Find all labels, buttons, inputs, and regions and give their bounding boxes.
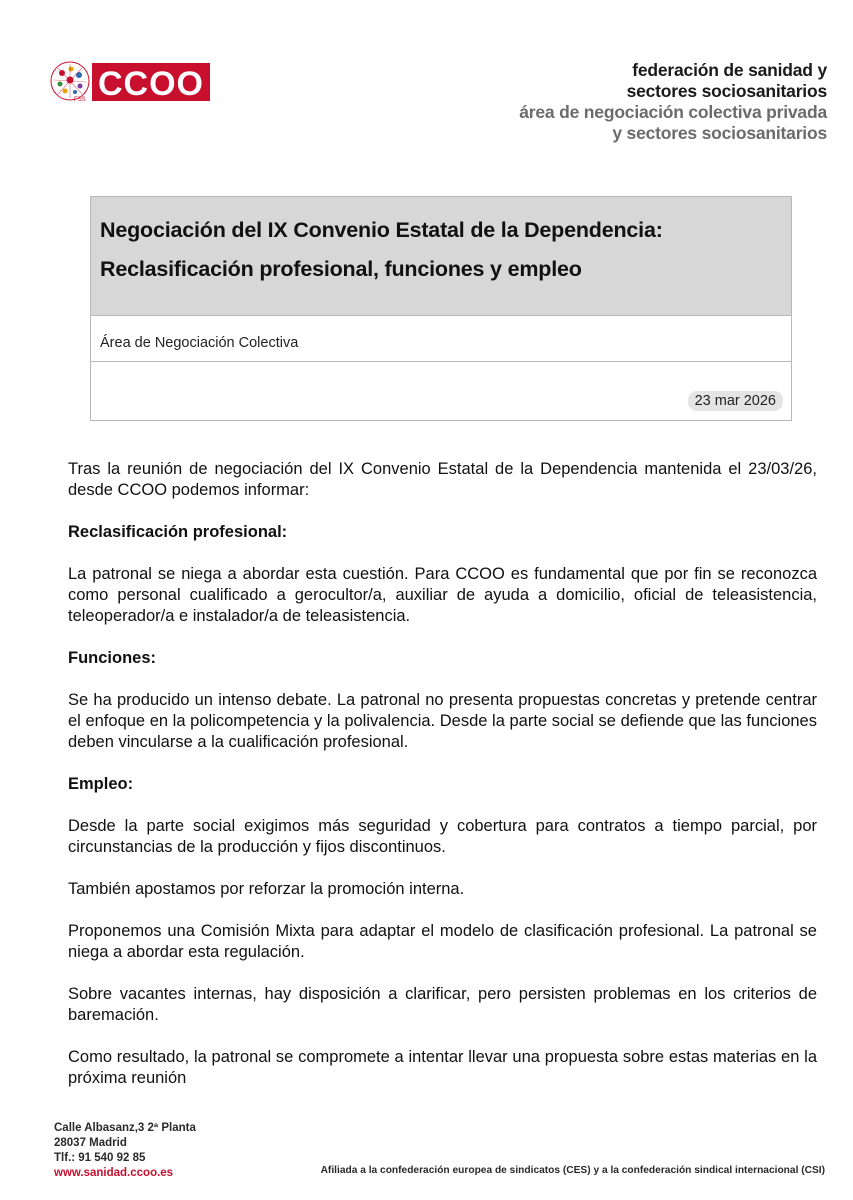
affiliation-note: Afiliada a la confederación europea de sindicatos (CES) y a la confederación sindical internacional (CSI) (320, 1165, 825, 1176)
org-line-4: y sectores sociosanitarios (612, 123, 827, 143)
title-line-1: Negociación del IX Convenio Estatal de la Dependencia: (100, 218, 663, 242)
org-line-3: área de negociación colectiva privada (519, 102, 827, 122)
paragraph: Como resultado, la patronal se compromete a intentar llevar una propuesta sobre estas materias en la próxima reunión (68, 1048, 817, 1087)
date-badge: 23 mar 2026 (688, 391, 783, 411)
fss-emblem (51, 62, 89, 103)
section-heading-empleo: Empleo: (68, 775, 134, 793)
section-heading-funciones: Funciones: (68, 649, 157, 667)
paragraph: Desde la parte social exigimos más seguridad y cobertura para contratos a tiempo parcial, por circunstancias de la producción y fijos discontinuos. (68, 817, 817, 856)
document-body (68, 459, 817, 1089)
paragraph: Se ha producido un intenso debate. La patronal no presenta propuestas concretas y pretende centrar el enfoque en la policompetencia y la polivalencia. Desde la parte social se defiende que las funciones deben vincularse a la cualificación profesional. (68, 691, 817, 751)
footer-address (54, 1121, 196, 1181)
paragraph: También apostamos por reforzar la promoción interna. (68, 880, 465, 898)
fss-label: FSS (74, 97, 86, 103)
intro-paragraph: Tras la reunión de negociación del IX Convenio Estatal de la Dependencia mantenida el 23/03/26, desde CCOO podemos informar: (68, 460, 817, 499)
org-line-2: sectores sociosanitarios (626, 81, 827, 101)
ccoo-logo-text: CCOO (98, 65, 204, 103)
area-label: Área de Negociación Colectiva (91, 316, 791, 362)
section-heading-reclasificacion: Reclasificación profesional: (68, 523, 288, 541)
document-header-box (90, 196, 792, 421)
ccoo-logo (48, 60, 212, 104)
document-title (91, 197, 791, 316)
paragraph: La patronal se niega a abordar esta cuestión. Para CCOO es fundamental que por fin se reconozca como personal cualificado a gerocultor/a, auxiliar de ayuda a domicilio, oficial de teleasistencia, teleoperador/a e instalador/a de teleasistencia. (68, 565, 817, 625)
org-line-1: federación de sanidad y (632, 60, 827, 80)
paragraph: Sobre vacantes internas, hay disposición a clarificar, pero persisten problemas en los criterios de baremación. (68, 985, 817, 1024)
phone-line: Tlf.: 91 540 92 85 (54, 1152, 146, 1164)
date-row (91, 362, 791, 420)
paragraph: Proponemos una Comisión Mixta para adaptar el modelo de clasificación profesional. La patronal se niega a abordar esta regulación. (68, 922, 817, 961)
website-link[interactable]: www.sanidad.ccoo.es (54, 1167, 174, 1179)
address-line: 28037 Madrid (54, 1137, 127, 1149)
address-line: Calle Albasanz,3 2ª Planta (54, 1122, 196, 1134)
title-line-2: Reclasificación profesional, funciones y empleo (100, 257, 582, 281)
organization-name (519, 60, 827, 144)
